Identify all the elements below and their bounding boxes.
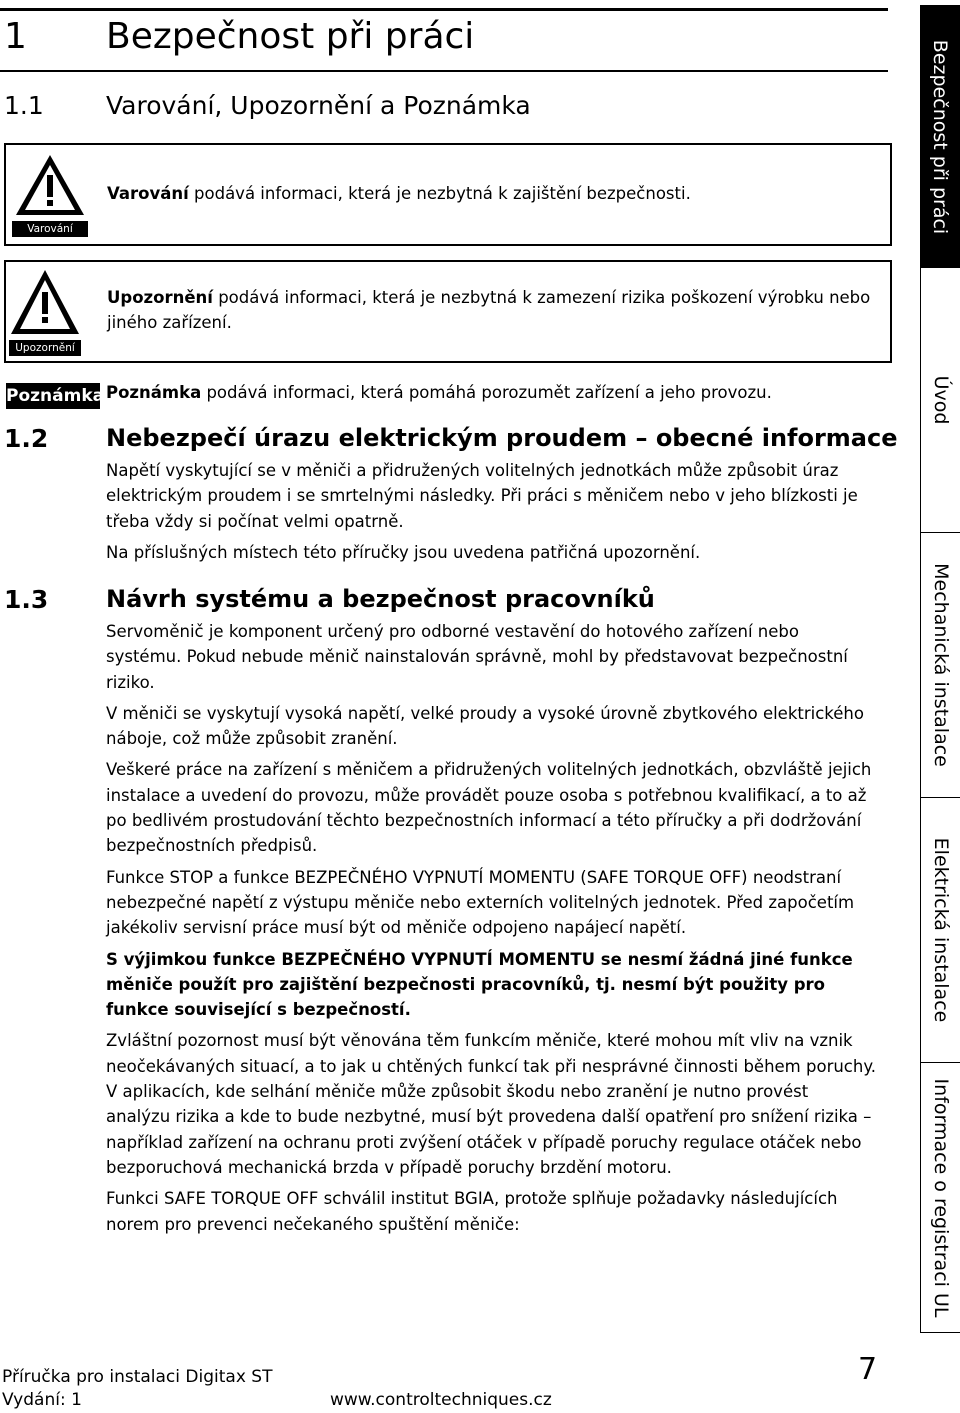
section-1-3-paragraph: Zvláštní pozornost musí být věnována těm funkcím měniče, které mohou mít vliv na vznik neočekávaných situací, a to jak u chtěných funkcí tak při nesprávné činnosti během poruchy. <box>106 1031 876 1076</box>
section-1-2-number: 1.2 <box>4 424 49 453</box>
caution-text <box>107 285 882 335</box>
side-tab-electrical[interactable] <box>920 798 960 1063</box>
caution-label: Upozornění <box>15 342 75 354</box>
section-1-2-title: Nebezpečí úrazu elektrickým proudem – obecné informace <box>106 424 898 452</box>
page-number: 7 <box>858 1352 878 1387</box>
side-tab-label: Mechanická instalace <box>929 563 952 767</box>
section-1-3-number: 1.3 <box>4 585 49 614</box>
top-rule <box>0 8 888 11</box>
side-tab-ul[interactable] <box>920 1063 960 1333</box>
caution-symbol <box>9 266 81 358</box>
side-tab-label: Informace o registraci UL <box>929 1078 952 1317</box>
section-1-3-paragraph: V měniči se vyskytují vysoká napětí, velké proudy a vysoké úrovně zbytkového elektrického náboje, což může způsobit zranění. <box>106 703 864 749</box>
side-tab-safety[interactable] <box>920 5 960 268</box>
section-1-3-title: Návrh systému a bezpečnost pracovníků <box>106 585 655 613</box>
warning-box <box>4 143 892 246</box>
note-text <box>106 380 886 405</box>
note-badge: Poznámka <box>6 383 100 409</box>
section-1-3-paragraph: Veškeré práce na zařízení s měničem a přidružených volitelných jednotkách, obzvláště jejich instalace a uvedení do provozu, může provádět pouze osoba s potřebnou kvalifikací, a to až po bedlivém prostudování těchto bezpečnostních informací a této příručky a při dodržování bezpečnostních předpisů. <box>106 760 872 856</box>
section-1-3-bold-paragraph: S výjimkou funkce BEZPEČNÉHO VYPNUTÍ MOMENTU se nesmí žádná jiné funkce měniče použít pro zajištění bezpečnosti pracovníků, tj. nesmí být použity pro funkce související s bezpečností. <box>106 949 853 1020</box>
chapter-number: 1 <box>4 16 27 57</box>
section-1-3-body <box>106 619 876 1237</box>
note-description: podává informaci, která pomáhá porozumět zařízení a jeho provozu. <box>201 383 772 402</box>
section-1-2-paragraph: Napětí vyskytující se v měniči a přidružených volitelných jednotkách může způsobit úraz elektrickým proudem i se smrtelnými následky. Při práci s měničem nebo v jeho blízkosti je třeba vždy si počínat velmi opatrně. <box>106 461 858 531</box>
side-tab-label: Úvod <box>929 375 952 425</box>
section-1-3-paragraph: Funkci SAFE TORQUE OFF schválil institut BGIA, protože splňuje požadavky následujících norem pro prevenci nečekaného spuštění měniče: <box>106 1189 838 1234</box>
section-1-1-number: 1.1 <box>4 91 44 120</box>
chapter-title: Bezpečnost při práci <box>106 16 475 57</box>
caution-box <box>4 260 892 363</box>
footer-manual-title: Příručka pro instalaci Digitax ST <box>2 1367 273 1387</box>
caution-term: Upozornění <box>107 288 213 307</box>
warning-symbol <box>12 151 88 237</box>
footer-url[interactable]: www.controltechniques.cz <box>330 1390 552 1410</box>
footer-edition: Vydání: 1 <box>2 1390 82 1410</box>
section-1-1-title: Varování, Upozornění a Poznámka <box>106 91 531 120</box>
note-term: Poznámka <box>106 383 202 402</box>
section-1-3-paragraph: Funkce STOP a funkce BEZPEČNÉHO VYPNUTÍ MOMENTU (SAFE TORQUE OFF) neodstraní nebezpečné napětí z výstupu měniče nebo externích volitelných jednotek. Před započetím jakékoliv servisní práce musí být od měniče odpojeno napájecí napětí. <box>106 867 855 938</box>
caution-description: podává informaci, která je nezbytná k zamezení rizika poškození výrobku nebo jiného zařízení. <box>107 288 871 332</box>
section-1-3-paragraph: Servoměnič je komponent určený pro odborné vestavění do hotového zařízení nebo systému. Pokud nebude měnič nainstalován správně, mohl by představovat bezpečnostní riziko. <box>106 622 848 692</box>
chapter-rule <box>0 70 888 72</box>
side-tab-intro[interactable] <box>920 268 960 533</box>
side-tab-label: Bezpečnost při práci <box>929 39 951 234</box>
warning-term: Varování <box>107 184 189 203</box>
warning-text <box>107 181 877 206</box>
side-tab-label: Elektrická instalace <box>929 837 952 1023</box>
section-1-2-paragraph: Na příslušných místech této příručky jsou uvedena patřičná upozornění. <box>106 542 701 562</box>
section-1-2-body <box>106 458 866 565</box>
section-1-3-paragraph: V aplikacích, kde selhání měniče může způsobit škodu nebo zranění je nutno provést analýzu rizika a kde to bude nezbytné, musí být provedena další opatření pro snížení rizika – například zařízení na ochranu proti zvýšení otáček v případě poruchy regulace otáček nebo bezporuchová mechanická brzda v případě poruchy brzdění motoru. <box>106 1082 872 1177</box>
warning-label: Varování <box>27 223 73 235</box>
warning-description: podává informaci, která je nezbytná k zajištění bezpečnosti. <box>188 184 691 203</box>
side-tab-mechanical[interactable] <box>920 533 960 798</box>
